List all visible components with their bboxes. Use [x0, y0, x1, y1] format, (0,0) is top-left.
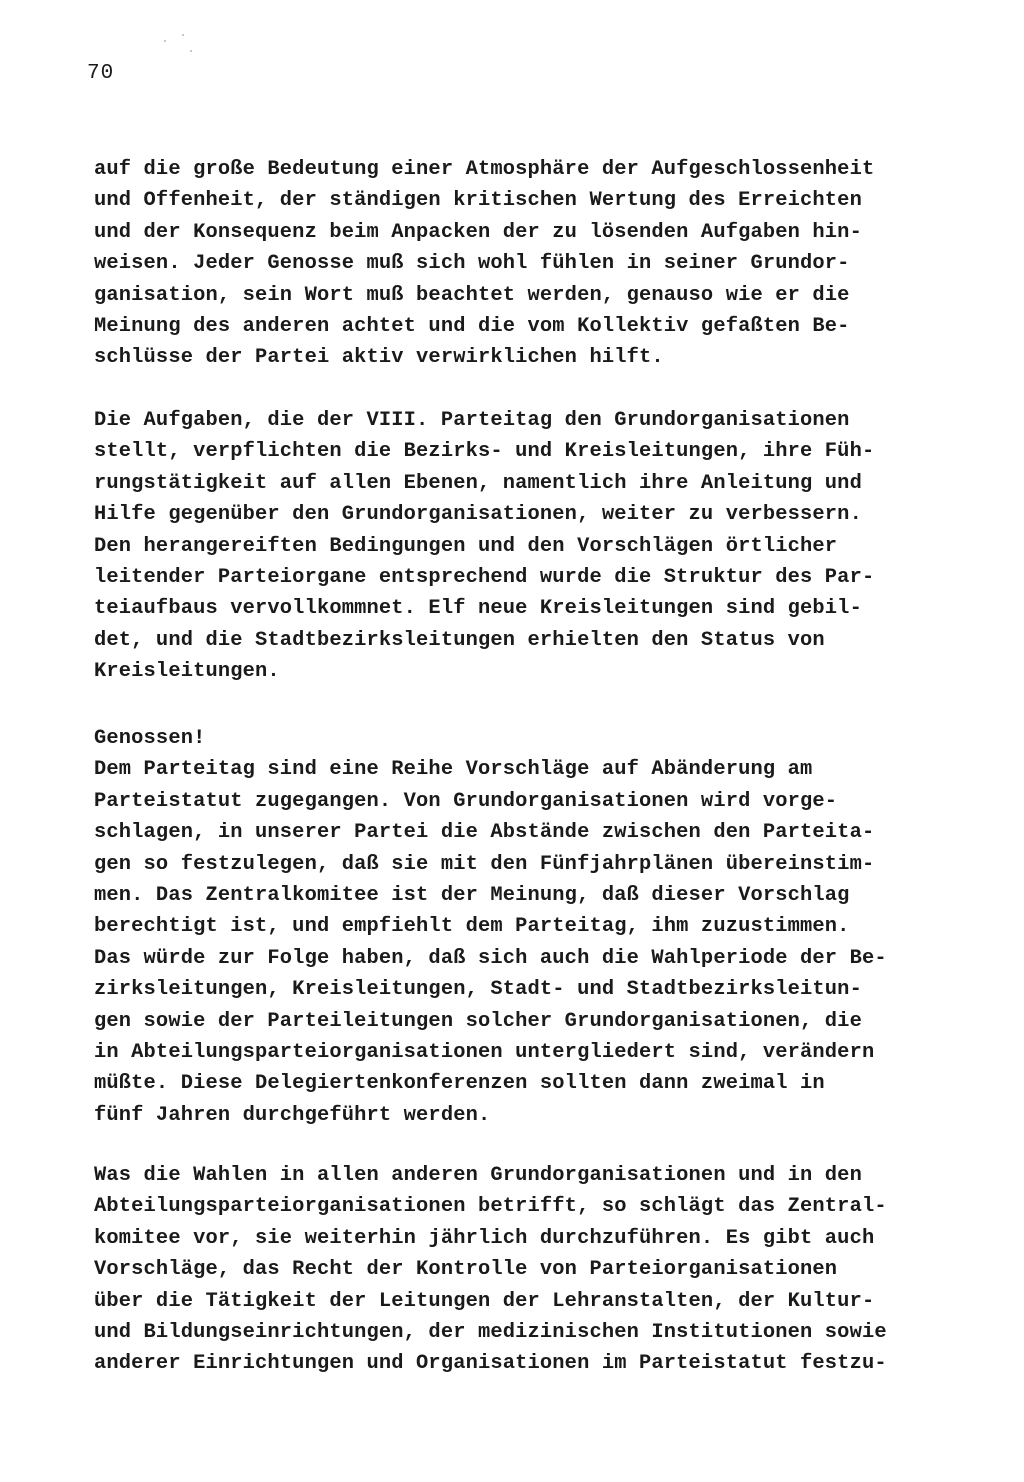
text-line: Hilfe gegenüber den Grundorganisationen, weiter zu verbessern.: [94, 503, 862, 527]
text-line: rungstätigkeit auf allen Ebenen, namentlich ihre Anleitung und: [94, 471, 862, 495]
text-line: müßte. Diese Delegiertenkonferenzen sollten dann zweimal in: [94, 1072, 825, 1096]
paragraph-2: [94, 405, 874, 688]
text-line: zirksleitungen, Kreisleitungen, Stadt- und Stadtbezirksleitun-: [94, 978, 862, 1002]
text-line: fünf Jahren durchgeführt werden.: [94, 1103, 491, 1127]
text-line: Was die Wahlen in allen anderen Grundorganisationen und in den: [94, 1164, 862, 1187]
text-line: schlüsse der Partei aktiv verwirklichen hilft.: [94, 346, 664, 370]
text-line: ganisation, sein Wort muß beachtet werden, genauso wie er die: [94, 283, 850, 307]
text-line: gen so festzulegen, daß sie mit den Fünfjahrplänen übereinstim-: [94, 852, 875, 876]
text-line: komitee vor, sie weiterhin jährlich durchzuführen. Es gibt auch: [94, 1226, 875, 1250]
scan-specks: [160, 30, 200, 60]
text-line: Parteistatut zugegangen. Von Grundorganisationen wird vorge-: [94, 789, 838, 813]
text-line: teiaufbaus vervollkommnet. Elf neue Kreisleitungen sind gebil-: [94, 597, 862, 621]
text-line: Abteilungsparteiorganisationen betrifft, so schlägt das Zentral-: [94, 1195, 887, 1219]
text-line: berechtigt ist, und empfiehlt dem Parteitag, ihm zuzustimmen.: [94, 915, 850, 939]
text-line: auf die große Bedeutung einer Atmosphäre der Aufgeschlossenheit: [94, 158, 875, 181]
text-line: men. Das Zentralkomitee ist der Meinung, daß dieser Vorschlag: [94, 883, 850, 907]
text-line: Dem Parteitag sind eine Reihe Vorschläge auf Abänderung am: [94, 758, 813, 782]
text-line: in Abteilungsparteiorganisationen untergliedert sind, verändern: [94, 1040, 875, 1064]
text-line: leitender Parteiorgane entsprechend wurde die Struktur des Par-: [94, 565, 875, 589]
text-line: Den herangereiften Bedingungen und den Vorschlägen örtlicher: [94, 534, 838, 558]
salutation: Genossen!: [94, 727, 206, 750]
text-line: schlagen, in unserer Partei die Abstände zwischen den Parteita-: [94, 821, 875, 845]
text-line: gen sowie der Parteileitungen solcher Grundorganisationen, die: [94, 1009, 862, 1033]
paragraph-4: [94, 1160, 887, 1380]
text-line: det, und die Stadtbezirksleitungen erhielten den Status von: [94, 628, 825, 652]
text-line: Vorschläge, das Recht der Kontrolle von Parteiorganisationen: [94, 1258, 838, 1282]
text-line: Das würde zur Folge haben, daß sich auch die Wahlperiode der Be-: [94, 946, 887, 970]
paragraph-3: [94, 723, 887, 1131]
text-line: und Bildungseinrichtungen, der medizinischen Institutionen sowie: [94, 1320, 887, 1344]
page-number: 70: [87, 62, 115, 85]
text-line: und Offenheit, der ständigen kritischen Wertung des Erreichten: [94, 189, 862, 213]
text-line: Meinung des anderen achtet und die vom Kollektiv gefaßten Be-: [94, 314, 850, 338]
text-line: stellt, verpflichten die Bezirks- und Kreisleitungen, ihre Füh-: [94, 440, 875, 464]
text-line: anderer Einrichtungen und Organisationen im Parteistatut festzu-: [94, 1352, 887, 1376]
text-line: Die Aufgaben, die der VIII. Parteitag den Grundorganisationen: [94, 409, 850, 432]
paragraph-1: [94, 154, 874, 374]
text-line: und der Konsequenz beim Anpacken der zu lösenden Aufgaben hin-: [94, 220, 862, 244]
text-line: Kreisleitungen.: [94, 660, 280, 684]
text-line: über die Tätigkeit der Leitungen der Lehranstalten, der Kultur-: [94, 1289, 875, 1313]
text-line: weisen. Jeder Genosse muß sich wohl fühlen in seiner Grundor-: [94, 252, 850, 276]
